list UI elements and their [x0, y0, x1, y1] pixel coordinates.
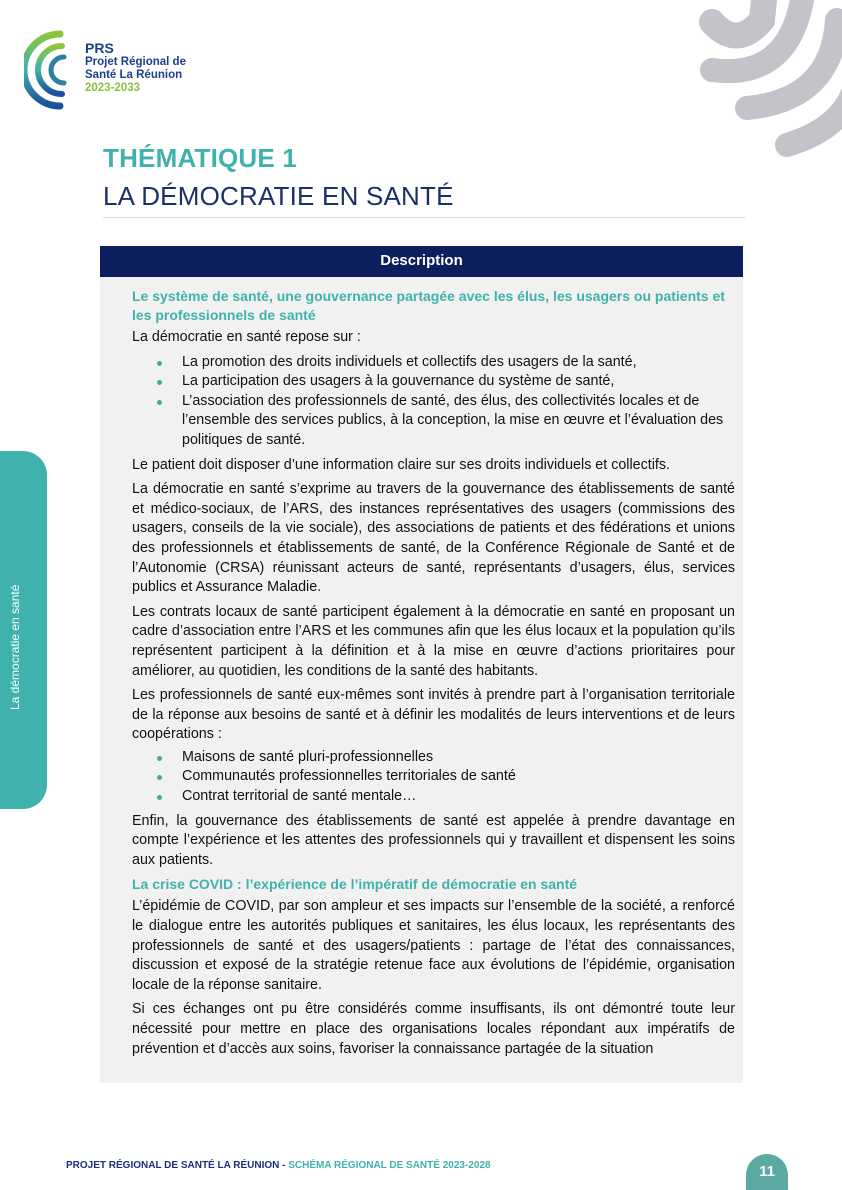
footer-separator: - — [279, 1160, 289, 1171]
footer-project: PROJET RÉGIONAL DE SANTÉ LA RÉUNION — [66, 1160, 280, 1171]
section-heading-governance: Le système de santé, une gouvernance partagée avec les élus, les usagers ou patients et les professionnels de santé — [132, 288, 725, 323]
paragraph: Enfin, la gouvernance des établissements de santé est appelée à prendre davantage en compte l’expérience et les attentes des professionnels qui y travaillent et dispensent les soins aux patients. — [132, 812, 735, 868]
list-item: La participation des usagers à la gouvernance du système de santé, — [182, 372, 735, 392]
logo-acronym: PRS — [85, 40, 114, 56]
paragraph: La démocratie en santé s’exprime au travers de la gouvernance des établissements de santé et médico-sociaux, de l’ARS, des instances représentatives des usagers (commissions des usagers, conseils de la vie sociale), des associations de patients et des fédérations et unions des professionnels et établissements de santé, de la Conférence Régionale de Santé et de l’Autonomie (CRSA) réunissant acteurs de santé, représentants d’usagers, élus, services publics et Assurance Maladie. — [132, 481, 735, 596]
paragraph: Les contrats locaux de santé participent également à la démocratie en santé en proposant un cadre d’association entre l’ARS et les communes afin que les élus locaux et la population qu’ils représentent participent à la définition et à la mise en œuvre d’actions prioritaires pour améliorer, au quotidien, les conditions de la santé des habitants. — [132, 603, 735, 679]
bullet-list-principles — [132, 353, 735, 451]
footer-schema: SCHÉMA RÉGIONAL DE SANTÉ 2023-2028 — [288, 1160, 491, 1171]
theme-number: THÉMATIQUE 1 — [103, 143, 298, 173]
prs-logo — [24, 30, 204, 110]
theme-title: LA DÉMOCRATIE EN SANTÉ — [103, 181, 454, 211]
logo-line2: Santé La Réunion — [85, 69, 183, 81]
list-item: L’association des professionnels de santé, des élus, des collectivités locales et de l’ensemble des services publics, à la conception, la mise en œuvre et l’évaluation des politiques de santé. — [182, 392, 735, 451]
description-body — [100, 277, 743, 1059]
description-box — [100, 246, 743, 1083]
list-item: Contrat territorial de santé mentale… — [182, 787, 735, 807]
title-divider — [103, 217, 746, 218]
list-item: Maisons de santé pluri-professionnelles — [182, 748, 735, 768]
paragraph: Si ces échanges ont pu être considérés comme insuffisants, ils ont démontré toute leur nécessité pour mettre en place des organisations locales répondant aux impératifs de prévention et d’accès aux soins, favoriser la connaissance partagée de la situation — [132, 1001, 735, 1057]
paragraph: Les professionnels de santé eux-mêmes sont invités à prendre part à l’organisation territoriale de la réponse aux besoins de santé et à définir les modalités de leurs interventions et de leurs coopérations : — [132, 687, 735, 743]
page-number: 11 — [746, 1154, 788, 1190]
description-header: Description — [100, 246, 743, 277]
bullet-list-cooperations — [132, 748, 735, 807]
corner-arcs-decoration — [692, 0, 842, 160]
prs-arcs-icon — [24, 30, 84, 110]
paragraph: Le patient doit disposer d’une information claire sur ses droits individuels et collectifs. — [132, 456, 670, 473]
paragraph: L’épidémie de COVID, par son ampleur et ses impacts sur l’ensemble de la société, a renforcé le dialogue entre les autorités publiques et sanitaires, les élus locaux, les représentants des professionnels de santé et des usagers/patients : partage de l’état des connaissances, discussion et exposé de la stratégie retenue face aux évolutions de l’épidémie, organisation locale de la réponse sanitaire. — [132, 898, 735, 993]
side-tab-label: La démocratie en santé — [8, 584, 22, 710]
list-item: La promotion des droits individuels et collectifs des usagers de la santé, — [182, 353, 735, 373]
logo-years: 2023-2033 — [85, 82, 140, 94]
logo-line1: Projet Régional de — [85, 56, 186, 68]
section-heading-covid: La crise COVID : l’expérience de l’impératif de démocratie en santé — [132, 876, 578, 893]
list-item: Communautés professionnelles territoriales de santé — [182, 767, 735, 787]
paragraph-intro: La démocratie en santé repose sur : — [132, 329, 361, 345]
footer — [66, 1160, 491, 1171]
